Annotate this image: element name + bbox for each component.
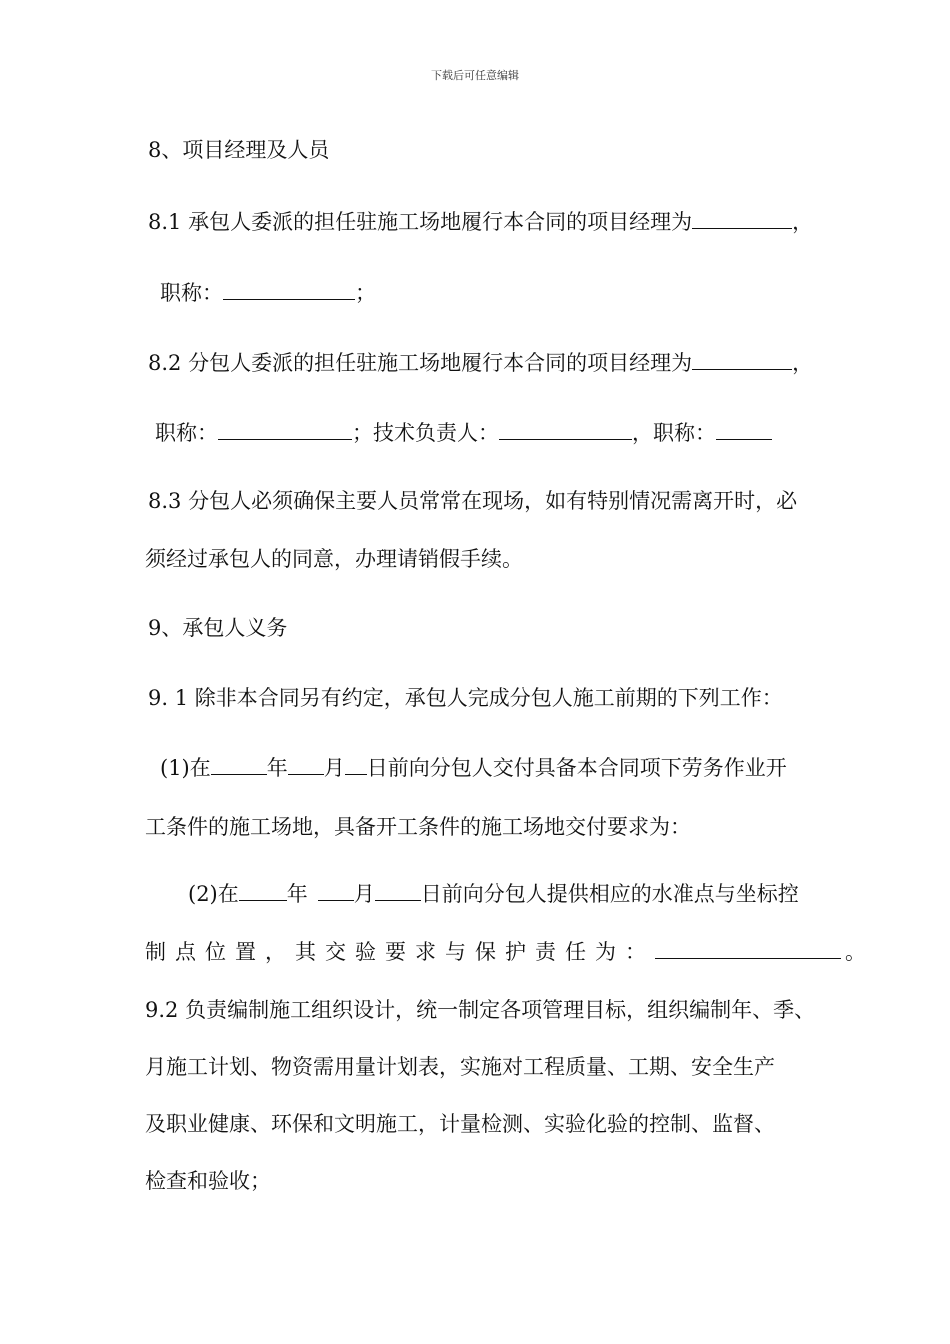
item-2-text: 日前向分包人提供相应的水准点与坐标控 — [420, 882, 799, 906]
month-blank[interactable] — [288, 754, 324, 775]
item-1-line-1 — [160, 754, 787, 782]
month-label: 月 — [353, 882, 375, 906]
clause-8-3-line-1: 8.3 分包人必须确保主要人员常常在现场，如有特别情况需离开时，必 — [148, 489, 798, 513]
month-label: 月 — [323, 756, 345, 780]
title-label: 职称： — [155, 421, 218, 445]
clause-8-2-text: 8.2 分包人委派的担任驻施工场地履行本合同的项目经理为 — [148, 351, 693, 375]
semicolon: ； — [355, 281, 376, 305]
clause-8-3-line-2: 须经过承包人的同意，办理请销假手续。 — [145, 547, 523, 571]
item-1-prefix: (1)在 — [160, 756, 211, 780]
tech-title-label: ，职称： — [632, 421, 716, 445]
item-2-line-2 — [145, 938, 866, 966]
clause-8-1-text: 8.1 承包人委派的担任驻施工场地履行本合同的项目经理为 — [148, 210, 693, 234]
clause-9-1: 9. 1 除非本合同另有约定，承包人完成分包人施工前期的下列工作： — [148, 686, 783, 710]
clause-9-2-line-4: 检查和验收； — [145, 1169, 271, 1193]
day-blank[interactable] — [345, 754, 367, 775]
title-label: 职称： — [160, 281, 223, 305]
item-1-text: 日前向分包人交付具备本合同项下劳务作业开 — [366, 756, 787, 780]
item-2-text-2: 制点位置，其交验要求与保护责任为： — [145, 940, 655, 964]
clause-8-1-line-1 — [148, 208, 813, 236]
clause-8-2-line-1 — [148, 349, 813, 377]
clause-9-2-line-2: 月施工计划、物资需用量计划表，实施对工程质量、工期、安全生产 — [145, 1055, 775, 1079]
page-header: 下载后可任意编辑 — [431, 69, 519, 82]
tech-title-blank[interactable] — [716, 419, 772, 440]
comma: ， — [792, 351, 814, 375]
sub-pm-title-blank[interactable] — [218, 419, 352, 440]
clause-9-2-line-3: 及职业健康、环保和文明施工，计量检测、实验化验的控制、监督、 — [145, 1112, 775, 1136]
item-2-prefix: (2)在 — [188, 882, 239, 906]
pm-name-blank[interactable] — [692, 208, 792, 229]
item-2-line-1 — [188, 880, 799, 908]
comma: ， — [792, 210, 814, 234]
period: 。 — [845, 940, 866, 964]
item-1-line-2: 工条件的施工场地，具备开工条件的施工场地交付要求为： — [145, 815, 691, 839]
clause-9-2-line-1: 9.2 负责编制施工组织设计，统一制定各项管理目标，组织编制年、季、 — [145, 998, 816, 1022]
sub-pm-name-blank[interactable] — [692, 349, 792, 370]
section-8-title: 8、项目经理及人员 — [148, 138, 330, 162]
section-9-title: 9、承包人义务 — [148, 616, 288, 640]
tech-lead-label: ；技术负责人： — [352, 421, 499, 445]
year-blank[interactable] — [239, 880, 287, 901]
pm-title-blank[interactable] — [223, 279, 355, 300]
year-label: 年 — [286, 882, 308, 906]
year-blank[interactable] — [211, 754, 267, 775]
month-blank[interactable] — [318, 880, 354, 901]
year-label: 年 — [266, 756, 288, 780]
clause-8-1-line-2 — [160, 279, 376, 307]
tech-lead-blank[interactable] — [499, 419, 632, 440]
clause-8-2-line-2 — [155, 419, 772, 447]
requirement-blank[interactable] — [655, 938, 841, 959]
day-blank[interactable] — [375, 880, 421, 901]
